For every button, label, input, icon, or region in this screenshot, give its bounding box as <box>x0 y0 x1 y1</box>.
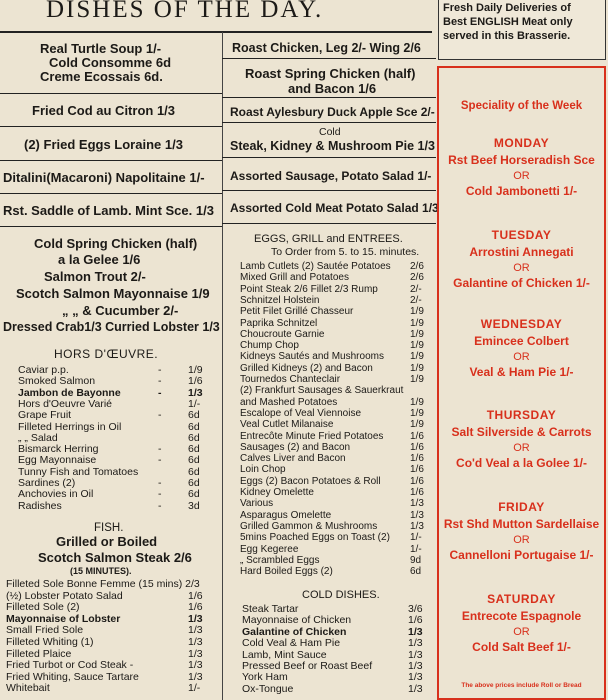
fish-item-price: 1/3 <box>188 636 203 648</box>
hors-item-name: „ „ Salad <box>18 431 58 444</box>
hors-item-dash: - <box>158 375 162 388</box>
hors-item-name: Bismarck Herring <box>18 443 99 456</box>
grill-item-name: Mixed Grill and Potatoes <box>240 272 349 284</box>
grill-item-price: 9d <box>410 554 422 566</box>
dish-scotch-salmon: Scotch Salmon Mayonnaise 1/9 <box>16 286 210 301</box>
cold-item-price: 1/3 <box>408 660 423 672</box>
grill-item-price: 1/6 <box>410 453 424 465</box>
hors-item-dash: - <box>158 499 162 512</box>
grill-item-name: Kidney Omelette <box>240 487 314 498</box>
speciality-day: FRIDAY <box>498 500 545 514</box>
grill-item-name: Petit Filet Grillé Chasseur <box>240 306 354 318</box>
cold-item-name: Steak Tartar <box>242 603 299 615</box>
hors-item-name: Radishes <box>18 499 62 512</box>
hors-item-price: 1/3 <box>188 386 203 399</box>
grill-item-price: 1/- <box>410 532 422 544</box>
speciality-day: WEDNESDAY <box>480 317 563 331</box>
speciality-box <box>437 66 606 700</box>
grill-item-name: Choucroute Garnie <box>240 328 325 340</box>
cold-item-price: 1/3 <box>408 625 423 638</box>
grill-item-name: Various <box>240 498 274 510</box>
notice-line: served in this Brasserie. <box>443 30 571 42</box>
speciality-or: OR <box>513 534 530 546</box>
grill-item-price: 1/3 <box>410 509 424 521</box>
grill-item-name: Tournedos Chanteclair <box>240 374 341 385</box>
dish-cold-chicken-gelee: a la Gelee 1/6 <box>58 252 141 267</box>
fish-item-name: Filleted Whiting (1) <box>6 636 94 648</box>
hors-item-name: Sardines (2) <box>18 477 76 489</box>
hors-item-price: 6d <box>188 477 200 489</box>
grill-item-name: (2) Frankfurt Sausages & Sauerkraut <box>240 385 404 397</box>
grill-item-name: Grilled Kidneys (2) and Bacon <box>240 362 373 374</box>
fish-item-price: 1/3 <box>188 612 203 625</box>
hors-item-price: 6d <box>188 443 200 456</box>
dish-spring-chicken: Roast Spring Chicken (half) <box>245 66 416 81</box>
dish-sausage-salad: Assorted Sausage, Potato Salad 1/- <box>230 169 432 183</box>
grill-item-name: Kidneys Sautés and Mushrooms <box>240 351 384 363</box>
speciality-day: TUESDAY <box>491 228 552 242</box>
grill-item-price: 1/9 <box>410 419 424 431</box>
rule <box>222 58 436 59</box>
hors-item-dash: - <box>158 409 162 422</box>
speciality-or: OR <box>513 626 530 638</box>
dish-aylesbury-duck: Roast Aylesbury Duck Apple Sce 2/- <box>230 105 435 119</box>
fish-item-name: Whitebait <box>6 682 50 695</box>
hors-item-price: 6d <box>188 409 200 422</box>
hors-item-dash: - <box>158 364 162 376</box>
cold-item-price: 1/3 <box>408 671 423 684</box>
fish-item-price: 1/- <box>188 682 201 695</box>
grill-item-price: 6d <box>410 566 422 578</box>
grill-item-price: 1/6 <box>410 475 424 487</box>
grill-item-name: Schnitzel Holstein <box>240 294 320 306</box>
cold-item-price: 1/3 <box>408 682 423 695</box>
title-rule <box>0 31 432 33</box>
hors-item-dash: - <box>158 477 162 489</box>
grill-item-name: Lamb Cutlets (2) Sautée Potatoes <box>240 261 391 272</box>
speciality-dish-b: Co'd Veal a la Golee 1/- <box>456 456 587 470</box>
grill-item-price: 1/9 <box>410 328 424 340</box>
hors-item-name: Anchovies in Oil <box>18 488 94 501</box>
grill-item-name: Veal Cutlet Milanaise <box>240 419 334 431</box>
fish-item-price: 1/3 <box>188 647 203 660</box>
fish-item-price: 1/3 <box>188 659 203 672</box>
fish-item-name: Filleted Sole (2) <box>6 601 80 614</box>
speciality-dish-a: Emincee Colbert <box>474 334 569 348</box>
rule <box>0 160 222 161</box>
dish-cold-chicken: Cold Spring Chicken (half) <box>34 236 198 251</box>
rule <box>0 193 222 194</box>
fish-item-price: 1/6 <box>188 601 203 614</box>
cold-item-name: Pressed Beef or Roast Beef <box>242 660 373 672</box>
dish-crab-lobster: Dressed Crab1/3 Curried Lobster 1/3 <box>3 320 220 334</box>
grill-item-name: Sausages (2) and Bacon <box>240 441 351 453</box>
fish-item-name: Small Fried Sole <box>6 624 84 637</box>
cold-item-price: 1/6 <box>408 614 423 627</box>
dish-fried-eggs: (2) Fried Eggs Loraine 1/3 <box>24 137 183 152</box>
hors-item-dash: - <box>158 488 162 501</box>
grill-item-name: Point Steak 2/6 Fillet 2/3 Rump <box>240 283 378 295</box>
grill-item-price: 1/6 <box>410 487 424 498</box>
fish-heading: FISH. <box>94 522 124 534</box>
hors-item-name: Filleted Herrings in Oil <box>18 420 122 433</box>
grill-item-price: 2/6 <box>410 272 424 284</box>
grill-item-name: Eggs (2) Bacon Potatoes & Roll <box>240 475 381 487</box>
cold-item-price: 1/3 <box>408 637 423 650</box>
dish-spring-chicken-bacon: and Bacon 1/6 <box>288 81 377 96</box>
grill-item-name: Entrecôte Minute Fried Potatoes <box>240 430 384 442</box>
hors-item-price: 6d <box>188 488 200 501</box>
grill-subheading: To Order from 5. to 15. minutes. <box>271 246 420 258</box>
hors-item-dash: - <box>158 443 162 456</box>
hors-item-name: Grape Fruit <box>18 409 72 422</box>
speciality-heading: Speciality of the Week <box>460 100 583 112</box>
speciality-dish-a: Arrostini Annegati <box>469 245 574 259</box>
fish-special-1: Grilled or Boiled <box>56 534 158 549</box>
grill-item-price: 1/6 <box>410 441 424 453</box>
dish-salmon-cucumber: „ „ & Cucumber 2/- <box>62 303 179 318</box>
cold-item-name: Lamb, Mint Sauce <box>242 648 327 661</box>
grill-item-name: 5mins Poached Eggs on Toast (2) <box>240 532 390 544</box>
grill-item-price: 2/- <box>410 283 422 295</box>
grill-item-price: 1/6 <box>410 464 424 476</box>
fish-item-name: Fried Turbot or Cod Steak - <box>6 659 134 672</box>
cold-item-name: York Ham <box>242 671 288 684</box>
grill-item-name: Grilled Gammon & Mushrooms <box>240 520 378 532</box>
rule <box>0 93 222 94</box>
grill-item-name: Hard Boiled Eggs (2) <box>240 566 333 578</box>
hors-item-price: 6d <box>188 431 200 444</box>
grill-item-name: Egg Kegeree <box>240 543 299 555</box>
grill-item-name: Paprika Schnitzel <box>240 317 318 329</box>
speciality-day: SATURDAY <box>487 592 556 606</box>
grill-item-price: 1/9 <box>410 407 424 419</box>
speciality-or: OR <box>513 170 530 182</box>
grill-item-price: 1/9 <box>410 351 424 363</box>
speciality-day: THURSDAY <box>486 408 557 422</box>
meat-notice <box>438 0 606 60</box>
cold-item-price: 3/6 <box>408 603 423 615</box>
speciality-dish-b: Cold Salt Beef 1/- <box>472 640 571 654</box>
hors-item-name: Tunny Fish and Tomatoes <box>18 465 139 478</box>
grill-item-name: Calves Liver and Bacon <box>240 453 346 465</box>
hors-item-price: 6d <box>188 420 200 433</box>
speciality-dish-b: Galantine of Chicken 1/- <box>453 276 590 290</box>
dish-saddle-lamb: Rst. Saddle of Lamb. Mint Sce. 1/3 <box>3 203 214 218</box>
grill-item-price: 1/- <box>410 543 422 555</box>
hors-item-price: 6d <box>188 465 200 478</box>
rule <box>222 122 436 123</box>
hors-item-price: 6d <box>188 454 200 467</box>
fish-item-price: 1/3 <box>188 670 203 683</box>
grill-item-price: 1/9 <box>410 374 424 385</box>
hors-item-dash: - <box>158 454 162 467</box>
dish-turtle-soup: Real Turtle Soup 1/- <box>40 41 162 56</box>
hors-item-name: Egg Mayonnaise <box>18 454 97 467</box>
grill-item-name: and Mashed Potatoes <box>240 396 338 408</box>
hors-item-price: 1/- <box>188 397 201 410</box>
grill-item-name: „ Scrambled Eggs <box>240 554 320 566</box>
dish-consomme: Cold Consomme 6d <box>49 55 172 70</box>
speciality-dish-b: Cold Jambonetti 1/- <box>465 184 578 198</box>
title: DISHES OF THE DAY. <box>46 0 324 23</box>
rule <box>0 226 222 227</box>
fish-item-name: Filleted Sole Bonne Femme (15 mins) 2/3 <box>6 578 200 590</box>
rule <box>222 223 436 224</box>
dish-salmon-trout: Salmon Trout 2/- <box>44 269 146 284</box>
speciality-footnote: The above prices include Roll or Bread <box>461 682 582 689</box>
dish-cold-meat-salad: Assorted Cold Meat Potato Salad 1/3 <box>230 201 439 215</box>
dish-steak-pie: Steak, Kidney & Mushroom Pie 1/3 <box>230 139 435 153</box>
fish-item-name: Filleted Plaice <box>6 647 72 660</box>
cold-label: Cold <box>319 126 341 138</box>
cold-item-name: Cold Veal & Ham Pie <box>242 637 341 650</box>
speciality-day: MONDAY <box>493 136 550 150</box>
grill-item-price: 1/3 <box>410 498 424 510</box>
grill-item-price: 1/9 <box>410 317 424 329</box>
rule <box>222 190 436 191</box>
grill-item-price: 2/6 <box>410 261 424 272</box>
fish-special-3: (15 MINUTES). <box>70 566 132 576</box>
fish-item-price: 1/3 <box>188 624 203 637</box>
speciality-or: OR <box>513 351 530 363</box>
speciality-dish-a: Rst Beef Horseradish Sce <box>448 153 595 167</box>
grill-item-price: 1/6 <box>410 430 424 442</box>
speciality-or: OR <box>513 442 530 454</box>
grill-item-price: 1/9 <box>410 396 424 408</box>
fish-item-name: Mayonnaise of Lobster <box>6 612 121 625</box>
fish-item-name: Fried Whiting, Sauce Tartare <box>6 670 139 683</box>
dish-creme: Creme Ecossais 6d. <box>40 69 163 84</box>
grill-item-price: 2/- <box>410 294 422 306</box>
cold-heading: COLD DISHES. <box>302 589 380 601</box>
speciality-dish-b: Veal & Ham Pie 1/- <box>469 365 574 379</box>
notice-line: Best ENGLISH Meat only <box>443 16 573 28</box>
rule <box>222 157 436 158</box>
grill-item-price: 1/9 <box>410 306 424 318</box>
grill-item-name: Asparagus Omelette <box>240 509 332 521</box>
speciality-dish-a: Entrecote Espagnole <box>461 609 582 623</box>
grill-item-name: Escalope of Veal Viennoise <box>240 407 362 419</box>
notice-line: Fresh Daily Deliveries of <box>443 2 571 14</box>
fish-special-2: Scotch Salmon Steak 2/6 <box>38 550 192 565</box>
grill-heading: EGGS, GRILL and ENTREES. <box>254 233 403 245</box>
hors-item-dash: - <box>158 386 162 399</box>
grill-item-name: Chump Chop <box>240 340 299 352</box>
speciality-dish-a: Rst Shd Mutton Sardellaise <box>443 517 600 531</box>
grill-item-name: Loin Chop <box>240 464 286 476</box>
fish-item-name: (½) Lobster Potato Salad <box>6 589 123 602</box>
cold-item-name: Mayonnaise of Chicken <box>242 614 352 627</box>
grill-item-price: 1/9 <box>410 340 424 352</box>
hors-item-price: 1/9 <box>188 364 203 376</box>
speciality-or: OR <box>513 262 530 274</box>
hors-heading: HORS D'ŒUVRE. <box>54 347 159 361</box>
fish-item-price: 1/6 <box>188 589 203 602</box>
grill-item-price: 1/3 <box>410 520 424 532</box>
hors-item-price: 3d <box>188 499 200 512</box>
rule <box>0 126 222 127</box>
cold-item-name: Galantine of Chicken <box>242 625 347 638</box>
hors-item-name: Smoked Salmon <box>18 375 96 388</box>
dish-roast-chicken: Roast Chicken, Leg 2/- Wing 2/6 <box>232 41 421 55</box>
speciality-dish-a: Salt Silverside & Carrots <box>451 425 592 439</box>
hors-item-name: Hors d'Oeuvre Varié <box>18 397 113 410</box>
cold-item-price: 1/3 <box>408 648 423 661</box>
dish-fried-cod: Fried Cod au Citron 1/3 <box>32 103 176 118</box>
rule <box>222 97 436 98</box>
column-divider <box>222 32 223 700</box>
dish-ditalini: Ditalini(Macaroni) Napolitaine 1/- <box>3 170 205 185</box>
hors-item-name: Jambon de Bayonne <box>18 386 121 399</box>
hors-item-name: Caviar p.p. <box>18 364 69 376</box>
hors-item-price: 1/6 <box>188 375 203 388</box>
grill-item-price: 1/9 <box>410 362 424 374</box>
cold-item-name: Ox-Tongue <box>242 682 294 695</box>
speciality-dish-b: Cannelloni Portugaise 1/- <box>449 548 594 562</box>
